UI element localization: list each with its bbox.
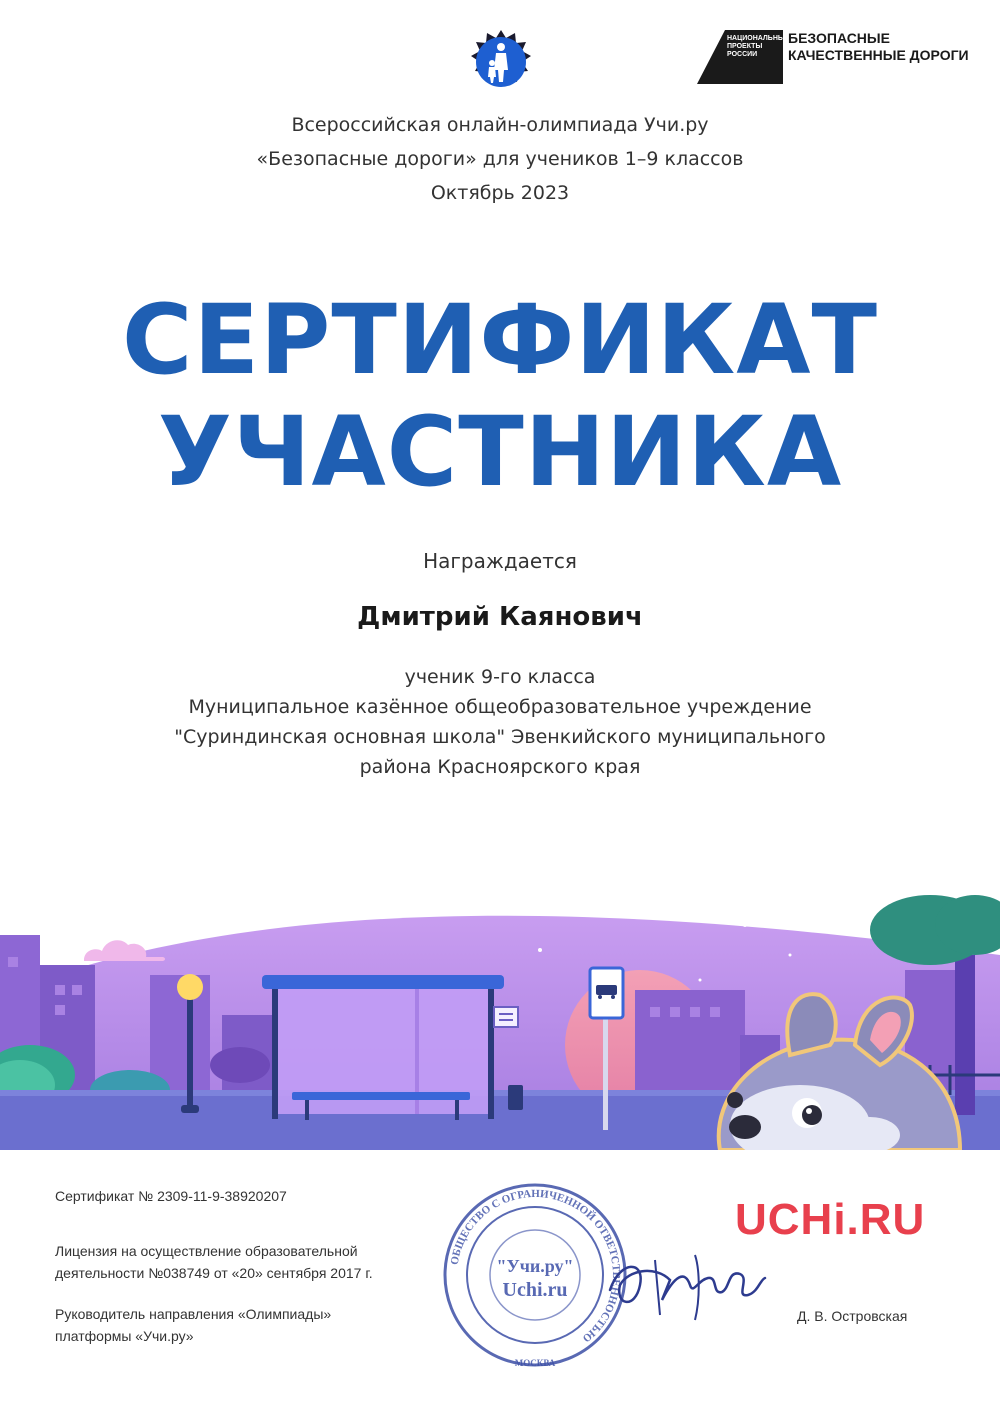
certificate-title bbox=[0, 284, 1000, 508]
recipient-details bbox=[0, 662, 1000, 782]
school-line-1: Муниципальное казённое общеобразовательное учреждение bbox=[188, 696, 812, 718]
road-safety-logo bbox=[470, 30, 532, 92]
awarded-label: Награждается bbox=[423, 549, 577, 573]
school-line-2: "Суриндинская основная школа" Эвенкийского муниципального bbox=[174, 726, 826, 748]
recipient-name: Дмитрий Каянович bbox=[357, 602, 643, 632]
national-projects-mini-label-2: ПРОЕКТЫ bbox=[727, 43, 763, 50]
national-project-title-line2: КАЧЕСТВЕННЫЕ ДОРОГИ bbox=[788, 47, 969, 63]
handwritten-signature bbox=[600, 1240, 770, 1330]
header-line-2: «Безопасные дороги» для учеников 1–9 классов bbox=[256, 148, 744, 170]
license-line-2: деятельности №038749 от «20» сентября 2017 г. bbox=[55, 1265, 373, 1281]
head-of-direction bbox=[55, 1303, 331, 1347]
seal-center-line1: "Учи.ру" bbox=[496, 1256, 574, 1276]
bus-stop-illustration bbox=[0, 895, 1000, 1150]
uchi-ru-logo: UCHi.RU bbox=[735, 1195, 926, 1244]
license-info bbox=[55, 1240, 373, 1284]
grade-text: ученик 9-го класса bbox=[404, 666, 596, 688]
signatory-name: Д. В. Островская bbox=[797, 1308, 908, 1324]
seal-city: МОСКВА bbox=[514, 1358, 556, 1368]
header-line-1: Всероссийская онлайн-олимпиада Учи.ру bbox=[291, 114, 709, 136]
head-line-1: Руководитель направления «Олимпиады» bbox=[55, 1306, 332, 1322]
seal-center-line2: Uchi.ru bbox=[502, 1279, 568, 1301]
seal-ring-text: ОБЩЕСТВО С ОГРАНИЧЕННОЙ ОТВЕТСТВЕННОСТЬЮ bbox=[448, 1187, 623, 1345]
national-projects-mini-label-3: РОССИИ bbox=[727, 51, 758, 58]
license-line-1: Лицензия на осуществление образовательной bbox=[55, 1243, 358, 1259]
national-project-title-line1: БЕЗОПАСНЫЕ bbox=[788, 30, 890, 46]
certificate-number: Сертификат № 2309-11-9-38920207 bbox=[55, 1188, 287, 1204]
national-projects-logo bbox=[697, 30, 987, 86]
title-line-1: СЕРТИФИКАТ bbox=[121, 284, 878, 396]
school-line-3: района Красноярского края bbox=[359, 756, 641, 778]
header-line-3: Октябрь 2023 bbox=[430, 182, 570, 204]
title-line-2: УЧАСТНИКА bbox=[157, 396, 843, 508]
olympiad-header bbox=[0, 108, 1000, 210]
national-projects-mini-label-1: НАЦИОНАЛЬНЫЕ bbox=[727, 35, 790, 42]
head-line-2: платформы «Учи.ру» bbox=[55, 1328, 194, 1344]
